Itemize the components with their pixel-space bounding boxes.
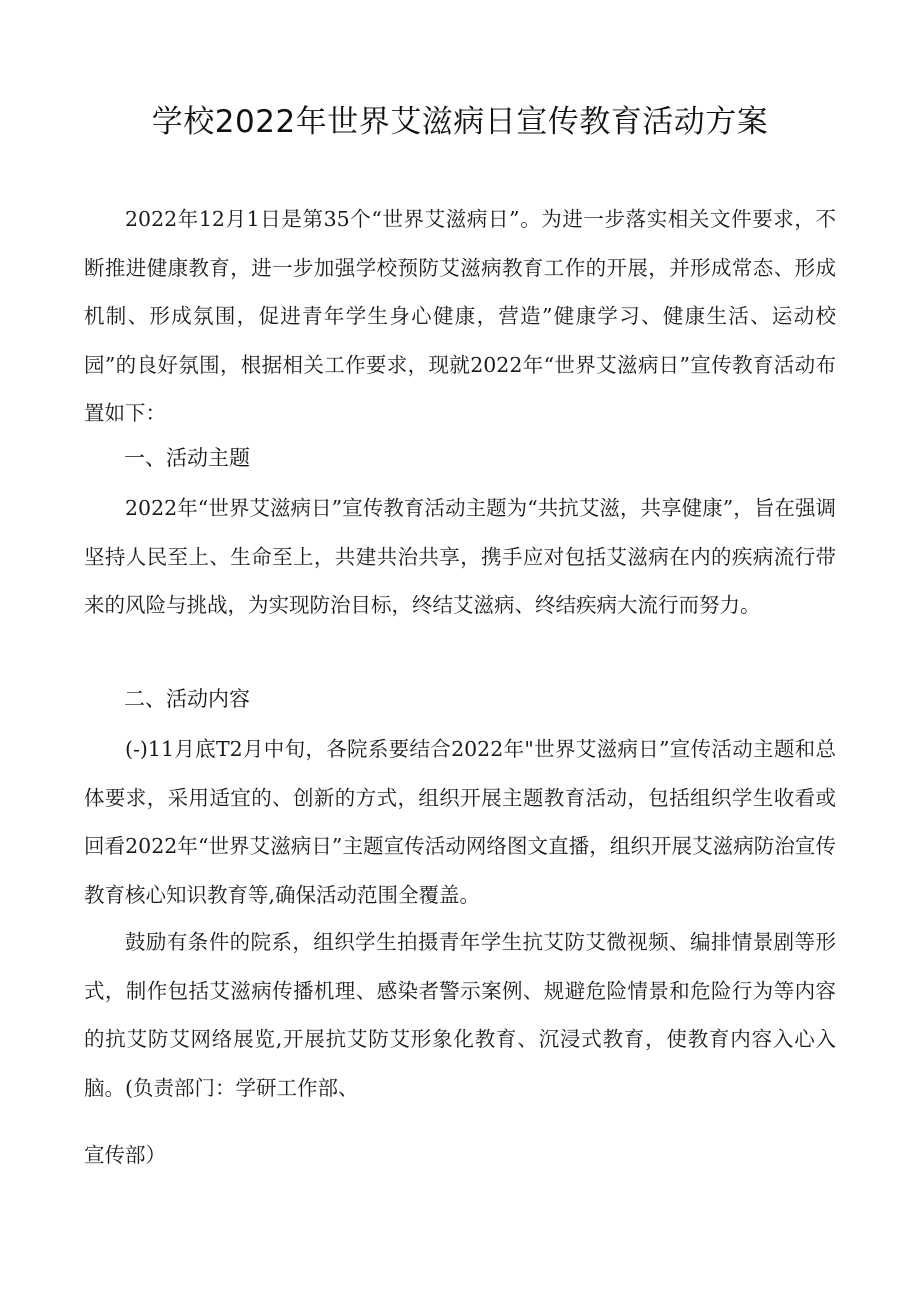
intro-paragraph: 2022年12月1日是第35个“世界艾滋病日”。为进一步落实相关文件要求，不断推进健康教育，进一步加强学校预防艾滋病教育工作的开展，并形成常态、形成机制、形成氛围，促进青年学生身心健康，营造”健康学习、健康生活、运动校园”的良好氛围，根据相关工作要求，现就2022年“世界艾滋病日”宣传教育活动布置如下： <box>84 207 836 426</box>
theme-paragraph: 2022年“世界艾滋病日”宣传教育活动主题为“共抗艾滋，共享健康”，旨在强调坚持人民至上、生命至上，共建共治共享，携手应对包括艾滋病在内的疾病流行带来的风险与挑战，为实现防治目标，终结艾滋病、终结疾病大流行而努力。 <box>84 496 836 618</box>
section-heading-content: 二、活动内容 <box>124 687 250 711</box>
document-title: 学校2022年世界艾滋病日宣传教育活动方案 <box>151 104 769 140</box>
content-paragraph-2: 鼓励有条件的院系，组织学生拍摄青年学生抗艾防艾微视频、编排情景剧等形式，制作包括艾滋病传播机理、感染者警示案例、规避危险情景和危险行为等内容的抗艾防艾网络展览,开展抗艾防艾形象化教育、沉浸式教育，使教育内容入心入脑。(负责部门：学研工作部、 <box>84 930 836 1100</box>
section-heading-theme: 一、活动主题 <box>124 446 250 470</box>
content-paragraph-2-continued: 宣传部） <box>84 1143 166 1167</box>
content-paragraph-1: (-)11月底T2月中旬，各院系要结合2022年"世界艾滋病日”宣传活动主题和总体要求，采用适宜的、创新的方式，组织开展主题教育活动，包括组织学生收看或回看2022年“世界艾滋病日”主题宣传活动网络图文直播，组织开展艾滋病防治宣传教育核心知识教育等,确保活动范围全覆盖。 <box>84 737 836 907</box>
